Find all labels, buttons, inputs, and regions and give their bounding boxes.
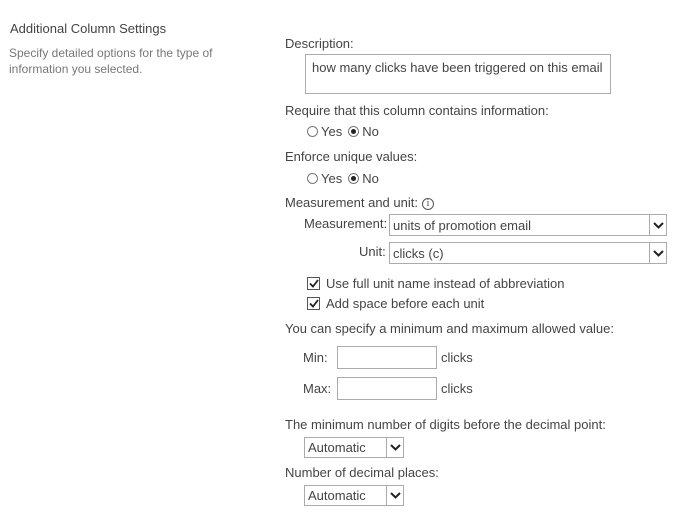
require-info-yes-label: Yes	[321, 124, 343, 139]
add-space-option[interactable]	[307, 296, 484, 311]
chevron-down-icon[interactable]	[649, 243, 666, 263]
measurement-select-value: units of promotion email	[393, 217, 532, 233]
section-title: Additional Column Settings	[10, 21, 167, 36]
decimal-places-select[interactable]	[304, 485, 404, 506]
measurement-unit-label	[285, 195, 434, 210]
decimal-places-label: Number of decimal places:	[285, 465, 439, 480]
require-info-yes-option[interactable]	[307, 124, 342, 139]
info-icon[interactable]: i	[422, 198, 434, 210]
chevron-down-icon[interactable]	[386, 438, 403, 457]
section-description: Specify detailed options for the type of information you selected.	[9, 46, 213, 76]
unit-label: Unit:	[359, 244, 386, 259]
max-unit-label: clicks	[441, 381, 473, 396]
enforce-unique-radio-group	[307, 171, 385, 186]
enforce-unique-no-radio[interactable]	[348, 173, 359, 184]
min-digits-select-value: Automatic	[308, 440, 366, 455]
require-info-label: Require that this column contains information:	[285, 103, 549, 118]
description-label: Description:	[285, 36, 354, 51]
use-full-name-option[interactable]	[307, 276, 564, 291]
description-textarea[interactable]: how many clicks have been triggered on this email	[305, 54, 611, 94]
min-digits-label: The minimum number of digits before the decimal point:	[285, 417, 606, 432]
min-digits-select[interactable]	[304, 437, 404, 458]
unit-select[interactable]	[389, 242, 667, 264]
min-label: Min:	[303, 350, 328, 365]
chevron-down-icon[interactable]	[386, 486, 403, 505]
min-input[interactable]	[337, 346, 437, 369]
chevron-down-icon[interactable]	[649, 215, 666, 235]
require-info-no-label: No	[362, 124, 379, 139]
max-label: Max:	[303, 381, 332, 396]
unit-select-value: clicks (c)	[393, 245, 444, 261]
require-info-radio-group	[307, 124, 385, 139]
enforce-unique-no-label: No	[362, 171, 379, 186]
max-input[interactable]	[337, 377, 437, 400]
enforce-unique-label: Enforce unique values:	[285, 149, 418, 164]
measurement-select[interactable]	[389, 214, 667, 236]
require-info-yes-radio[interactable]	[307, 126, 318, 137]
add-space-label: Add space before each unit	[326, 296, 485, 311]
use-full-name-checkbox[interactable]	[307, 277, 320, 290]
min-unit-label: clicks	[441, 350, 473, 365]
decimal-places-select-value: Automatic	[308, 488, 366, 503]
add-space-checkbox[interactable]	[307, 297, 320, 310]
enforce-unique-yes-radio[interactable]	[307, 173, 318, 184]
use-full-name-label: Use full unit name instead of abbreviation	[326, 276, 565, 291]
enforce-unique-yes-option[interactable]	[307, 171, 342, 186]
measurement-label: Measurement:	[304, 216, 388, 231]
require-info-no-option[interactable]	[348, 124, 379, 139]
range-label: You can specify a minimum and maximum allowed value:	[285, 321, 615, 336]
enforce-unique-yes-label: Yes	[321, 171, 343, 186]
require-info-no-radio[interactable]	[348, 126, 359, 137]
measurement-unit-label-text: Measurement and unit:	[285, 195, 418, 210]
enforce-unique-no-option[interactable]	[348, 171, 379, 186]
